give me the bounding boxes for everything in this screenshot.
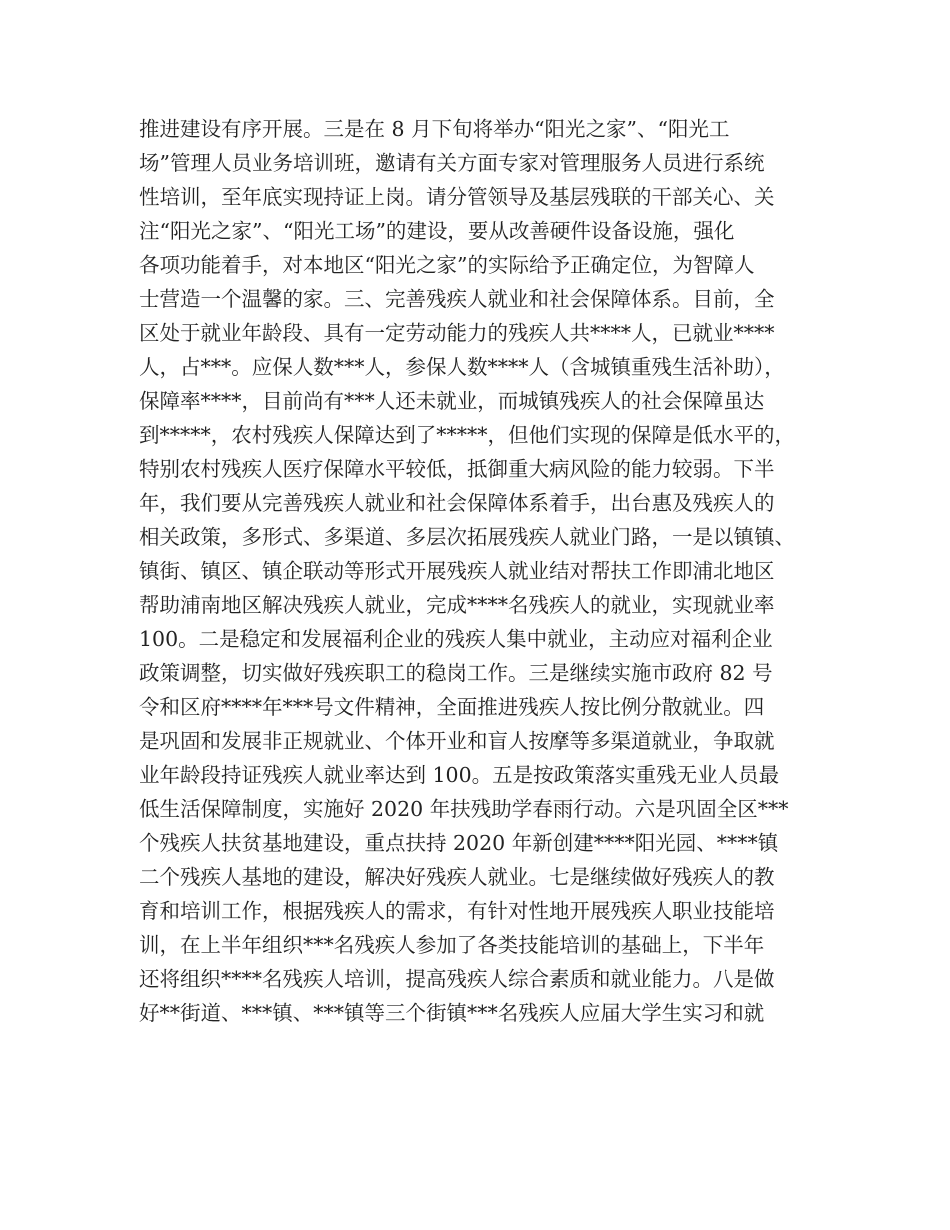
text-line: 业年龄段持证残疾人就业率达到 100。五是按政策落实重残无业人员最 — [139, 763, 780, 787]
text-line: 是巩固和发展非正规就业、个体开业和盲人按摩等多渠道就业，争取就 — [139, 729, 775, 753]
text-line: 政策调整，切实做好残疾职工的稳岗工作。三是继续实施市政府 82 号 — [139, 661, 773, 685]
text-line: 相关政策，多形式、多渠道、多层次拓展残疾人就业门路，一是以镇镇、 — [139, 525, 795, 549]
text-line: 士营造一个温馨的家。三、完善残疾人就业和社会保障体系。目前，全 — [139, 287, 775, 311]
text-line: 100。二是稳定和发展福利企业的残疾人集中就业，主动应对福利企业 — [139, 627, 773, 651]
text-line: 年，我们要从完善残疾人就业和社会保障体系着手，出台惠及残疾人的 — [139, 491, 775, 515]
text-line: 注“阳光之家”、“阳光工场”的建设，要从改善硬件设备设施，强化 — [139, 219, 735, 243]
text-line: 场”管理人员业务培训班，邀请有关方面专家对管理服务人员进行系统 — [139, 151, 765, 175]
text-line: 帮助浦南地区解决残疾人就业，完成****名残疾人的就业，实现就业率 — [139, 593, 775, 617]
text-line: 低生活保障制度，实施好 2020 年扶残助学春雨行动。六是巩固全区*** — [139, 797, 789, 821]
text-line: 推进建设有序开展。三是在 8 月下旬将举办“阳光之家”、“阳光工 — [139, 117, 730, 141]
text-line: 到*****，农村残疾人保障达到了*****，但他们实现的保障是低水平的， — [139, 423, 795, 447]
text-line: 区处于就业年龄段、具有一定劳动能力的残疾人共****人，已就业**** — [139, 321, 775, 345]
text-line: 育和培训工作，根据残疾人的需求，有针对性地开展残疾人职业技能培 — [139, 899, 775, 923]
text-line: 令和区府****年***号文件精神，全面推进残疾人按比例分散就业。四 — [139, 695, 765, 719]
text-line: 个残疾人扶贫基地建设，重点扶持 2020 年新创建****阳光园、****镇 — [139, 831, 779, 855]
text-line: 保障率****，目前尚有***人还未就业，而城镇残疾人的社会保障虽达 — [139, 389, 765, 413]
body-text — [139, 112, 829, 1030]
text-line: 各项功能着手，对本地区“阳光之家”的实际给予正确定位，为智障人 — [139, 253, 755, 277]
text-line: 好**街道、***镇、***镇等三个街镇***名残疾人应届大学生实习和就 — [139, 1001, 765, 1025]
text-line: 特别农村残疾人医疗保障水平较低，抵御重大病风险的能力较弱。下半 — [139, 457, 775, 481]
text-line: 人，占***。应保人数***人，参保人数****人（含城镇重残生活补助）， — [139, 355, 785, 379]
text-line: 镇街、镇区、镇企联动等形式开展残疾人就业结对帮扶工作即浦北地区 — [139, 559, 775, 583]
text-line: 二个残疾人基地的建设，解决好残疾人就业。七是继续做好残疾人的教 — [139, 865, 775, 889]
text-line: 训，在上半年组织***名残疾人参加了各类技能培训的基础上，下半年 — [139, 933, 765, 957]
text-line: 还将组织****名残疾人培训，提高残疾人综合素质和就业能力。八是做 — [139, 967, 775, 991]
text-line: 性培训，至年底实现持证上岗。请分管领导及基层残联的干部关心、关 — [139, 185, 775, 209]
